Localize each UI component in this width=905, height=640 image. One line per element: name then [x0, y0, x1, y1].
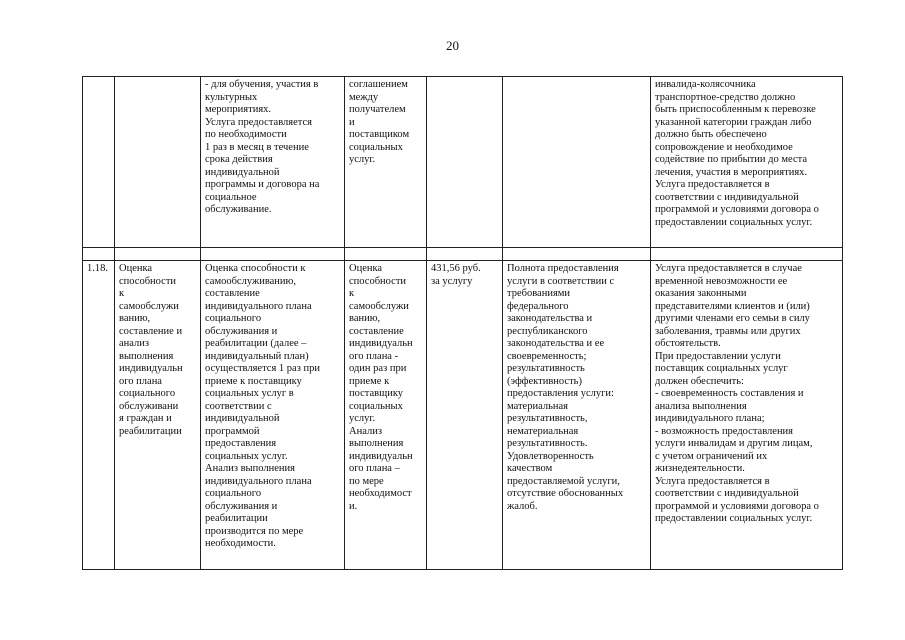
cell-tariff — [427, 77, 503, 248]
cell-number: 1.18. — [83, 261, 115, 570]
cell-number — [83, 77, 115, 248]
cell-period: соглашением между получателем и поставщиком социальных услуг. — [345, 77, 427, 248]
table-row-spacer — [83, 248, 843, 261]
cell-quality — [503, 77, 651, 248]
cell-conditions: инвалида-колясочника транспортное-средство должно быть приспособленным к перевозке указанной категории граждан либо должно быть обеспечено сопровождение и необходимое содействие по прибытии до места лечения, участия в мероприятиях. Услуга предоставляется в соответствии с индивидуальной программой и условиями договора о предоставлении социальных услуг. — [651, 77, 843, 248]
spacer-cell — [503, 248, 651, 261]
cell-service-name — [115, 77, 201, 248]
table-row-continuation — [83, 77, 843, 248]
cell-description: - для обучения, участия в культурных мероприятиях. Услуга предоставляется по необходимости 1 раз в месяц в течение срока действия индивидуальной программы и договора на социальное обслуживание. — [201, 77, 345, 248]
cell-conditions: Услуга предоставляется в случае временной невозможности ее оказания законными представителями клиентов и (или) другими членами его семьи в силу заболевания, травмы или других обстоятельств. При предоставлении услуги поставщик социальных услуг должен обеспечить: - своевременность составления и анализа выполнения индивидуального плана; - возможность предоставления услуги инвалидам и другим лицам, с учетом ограничений их жизнедеятельности. Услуга предоставляется в соответствии с индивидуальной программой и условиями договора о предоставлении социальных услуг. — [651, 261, 843, 570]
spacer-cell — [83, 248, 115, 261]
cell-period: Оценка способности к самообслужи ванию, составление индивидуальн ого плана - один раз при приеме к поставщику социальных услуг. Анализ выполнения индивидуальн ого плана – по мере необходимост и. — [345, 261, 427, 570]
page-number: 20 — [446, 38, 459, 53]
spacer-cell — [345, 248, 427, 261]
spacer-cell — [427, 248, 503, 261]
cell-tariff: 431,56 руб. за услугу — [427, 261, 503, 570]
services-table — [82, 76, 843, 570]
spacer-cell — [201, 248, 345, 261]
table-row-1-18 — [83, 261, 843, 570]
spacer-cell — [651, 248, 843, 261]
cell-description: Оценка способности к самообслуживанию, составление индивидуального плана социального обслуживания и реабилитации (далее – индивидуальный план) осуществляется 1 раз при приеме к поставщику социальных услуг в соответствии с индивидуальной программой предоставления социальных услуг. Анализ выполнения индивидуального плана социального обслуживания и реабилитации производится по мере необходимости. — [201, 261, 345, 570]
spacer-cell — [115, 248, 201, 261]
cell-quality: Полнота предоставления услуги в соответствии с требованиями федерального законодательства и республиканского законодательства и ее своевременность; результативность (эффективность) предоставления услуги: материальная результативность, нематериальная результативность. Удовлетворенность качеством предоставляемой услуги, отсутствие обоснованных жалоб. — [503, 261, 651, 570]
cell-service-name: Оценка способности к самообслужи ванию, составление и анализ выполнения индивидуальн ого плана социального обслуживани я граждан и реабилитации — [115, 261, 201, 570]
